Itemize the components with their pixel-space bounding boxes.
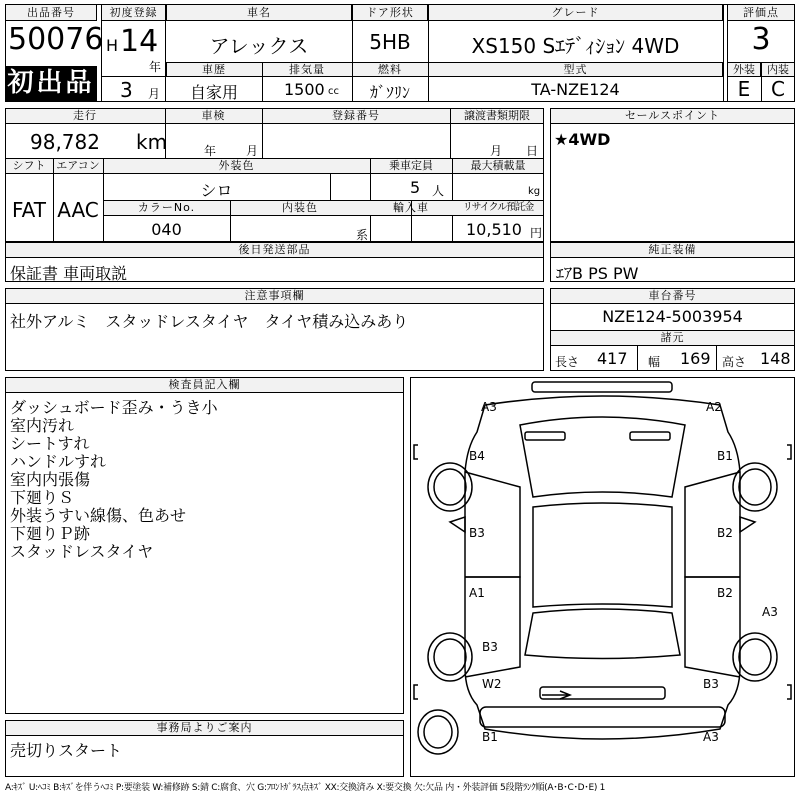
sales-point-text: ★4WD — [554, 130, 611, 149]
interior-color-unit: 系 — [356, 228, 369, 242]
color-no-label: カラーNo. — [137, 201, 196, 214]
mark-b3-right-lower: B3 — [703, 677, 719, 691]
office-text: 売切りスタート — [10, 741, 123, 760]
shift-label: シフト — [12, 159, 46, 172]
displacement-label: 排気量 — [289, 63, 325, 76]
inspection-year-unit: 年 — [204, 144, 217, 158]
model-label: 車名 — [247, 6, 271, 19]
length-label: 長さ — [555, 355, 580, 369]
lot-no-label: 出品番号 — [27, 6, 75, 19]
divider — [723, 4, 724, 102]
capacity: 5 — [410, 178, 421, 197]
import-label: 輸入車 — [393, 201, 429, 214]
exterior-color: シロ — [200, 181, 233, 200]
plate-label: 登録番号 — [332, 109, 380, 122]
type-label: 型式 — [563, 63, 588, 76]
reg-era: H — [106, 36, 119, 55]
later-parts-text: 保証書 車両取説 — [10, 264, 128, 283]
mark-a2-top-right: A2 — [706, 400, 722, 414]
lot-number: 50076 — [8, 22, 104, 57]
transfer-month-unit: 月 — [490, 144, 503, 158]
spec-label: 諸元 — [660, 331, 685, 344]
mark-w2-left: W2 — [482, 677, 502, 691]
mileage: 98,782 — [30, 130, 100, 154]
caution-label: 注意事項欄 — [244, 289, 305, 302]
inspector-note: 下廻りＳ — [10, 488, 75, 507]
score-label: 評価点 — [743, 6, 779, 19]
score: 3 — [751, 22, 771, 57]
inspector-note: ダッシュボード歪み・うき小 — [10, 398, 218, 417]
inspector-label: 検査員記入欄 — [168, 378, 241, 391]
door-type: 5HB — [369, 30, 411, 54]
inspection-label: 車検 — [201, 109, 226, 122]
reg-year-unit: 年 — [149, 60, 162, 74]
legend: A:ｷｽﾞ U:ﾍｺﾐ B:ｷｽﾞを伴うﾍｺﾐ P:要塗装 W:補修跡 S:錆 C:腐食、穴 G:ﾌﾛﾝﾄｶﾞﾗｽ点ｷｽﾞ XX:交換済み X:要交換 欠:欠品 内・外装評価 5段階ﾗﾝｸ順(A･B･C･D･E) 1 — [5, 783, 606, 793]
history-label: 車歴 — [202, 63, 226, 76]
reg-year: 14 — [120, 24, 159, 59]
height: 148 — [760, 349, 791, 368]
model-name: アレックス — [209, 34, 309, 58]
grade-label: グレード — [551, 6, 600, 19]
recycle-unit: 円 — [530, 226, 543, 240]
recycle-fee: 10,510 — [466, 220, 522, 239]
caution-text: 社外アルミ スタッドレスタイヤ タイヤ積み込みあり — [10, 312, 409, 331]
displacement: 1500 — [284, 80, 325, 99]
chassis-number: NZE124-5003954 — [602, 307, 743, 326]
sales-point-label: セールスポイント — [624, 109, 720, 122]
door-label: ドア形状 — [366, 6, 414, 19]
load-label: 最大積載量 — [470, 159, 526, 172]
divider — [352, 4, 353, 62]
int-label: 内装 — [767, 63, 789, 76]
mark-b4-left: B4 — [469, 449, 485, 463]
reg-month-unit: 月 — [148, 87, 161, 101]
shift: FAT — [11, 198, 46, 222]
divider — [637, 346, 638, 371]
mark-b1-bottom-left: B1 — [482, 730, 498, 744]
genuine-text: ｴｱB PS PW — [556, 264, 639, 283]
mark-b2-right-lower: B2 — [717, 586, 733, 600]
capacity-label: 乗車定員 — [389, 159, 433, 172]
ext-grade: E — [737, 77, 751, 101]
genuine-label: 純正装備 — [648, 243, 697, 256]
mark-b2-right-mid: B2 — [717, 526, 733, 540]
divider — [330, 174, 331, 200]
inspector-note: 外装うすい線傷、色あせ — [10, 506, 187, 525]
mark-a3-bottom-right: A3 — [703, 730, 719, 744]
int-grade: C — [771, 77, 785, 101]
inspector-note: シートすれ — [10, 434, 90, 453]
transfer-day-unit: 日 — [526, 144, 539, 158]
inspection-month-unit: 月 — [246, 144, 259, 158]
length: 417 — [597, 349, 628, 368]
color-label: 外装色 — [218, 159, 255, 172]
displacement-unit: cc — [328, 86, 339, 97]
ac: AAC — [57, 198, 99, 222]
mark-a3-top-left: A3 — [481, 400, 497, 414]
first-reg-label: 初度登録 — [109, 6, 158, 19]
capacity-unit: 人 — [432, 184, 445, 198]
car-diagram — [410, 377, 795, 777]
transfer-label: 譲渡書類期限 — [464, 109, 530, 122]
width: 169 — [680, 349, 711, 368]
mark-b3-left-lower: B3 — [482, 640, 498, 654]
recycle-label: リサイクル預託金 — [462, 202, 534, 213]
inspector-note: 室内内張傷 — [10, 470, 91, 489]
inspector-note: ハンドルすれ — [10, 452, 107, 471]
later-parts-label: 後日発送部品 — [238, 243, 311, 256]
fuel-label: 燃料 — [378, 63, 402, 76]
chassis-label: 車台番号 — [648, 289, 697, 302]
mileage-label: 走行 — [73, 109, 97, 122]
divider — [716, 346, 717, 371]
divider — [101, 76, 166, 77]
first-listing-badge: 初出品 — [5, 66, 97, 101]
mark-a1-left: A1 — [469, 586, 485, 600]
ac-label: エアコン — [56, 159, 100, 172]
inspector-note: 下廻りＰ跡 — [10, 524, 91, 543]
inspector-note: スタッドレスタイヤ — [10, 542, 154, 561]
mark-a3-right: A3 — [762, 605, 778, 619]
mileage-unit: km — [136, 130, 168, 154]
color-number: 040 — [151, 220, 182, 239]
height-label: 高さ — [722, 355, 747, 369]
load-unit: kg — [528, 186, 541, 197]
history: 自家用 — [189, 83, 238, 102]
grade: XS150 Sｴﾃﾞｨｼｮﾝ 4WD — [471, 34, 680, 58]
mark-b3-left-mid: B3 — [469, 526, 485, 540]
width-label: 幅 — [648, 355, 661, 369]
mark-b1-right: B1 — [717, 449, 733, 463]
model-type: TA-NZE124 — [531, 80, 620, 99]
reg-month: 3 — [120, 78, 133, 102]
office-label: 事務局よりご案内 — [156, 721, 253, 734]
fuel: ｶﾞｿﾘﾝ — [369, 83, 410, 102]
interior-color-label: 内装色 — [282, 201, 318, 214]
ext-label: 外装 — [733, 63, 755, 76]
sales-point-box — [550, 108, 795, 242]
inspector-note: 室内汚れ — [10, 416, 75, 435]
